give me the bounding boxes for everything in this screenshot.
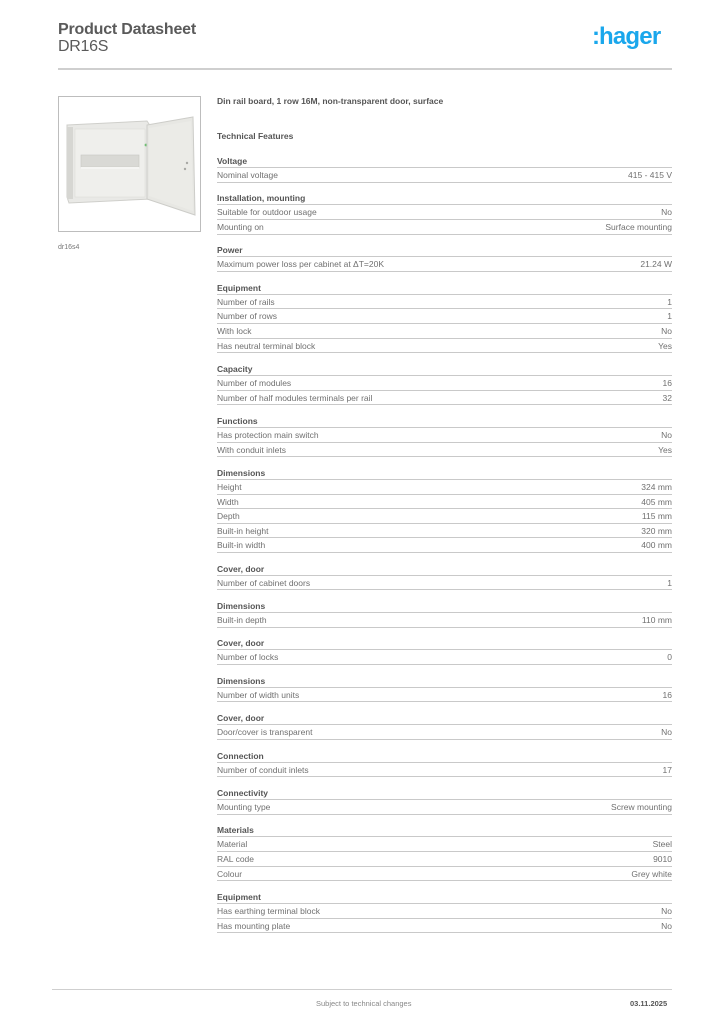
feature-row — [217, 852, 672, 867]
feature-row — [217, 800, 672, 815]
footer-divider — [52, 989, 672, 990]
feature-row — [217, 867, 672, 882]
group-title: Functions — [217, 415, 672, 428]
group-title: Power — [217, 244, 672, 257]
feature-label: Mounting type — [217, 802, 271, 813]
feature-row — [217, 376, 672, 391]
feature-row — [217, 919, 672, 934]
group-title: Dimensions — [217, 675, 672, 688]
product-code: DR16S — [58, 38, 109, 55]
feature-row — [217, 576, 672, 591]
feature-group — [217, 244, 672, 272]
feature-value: 1 — [667, 577, 672, 588]
feature-row — [217, 495, 672, 510]
feature-group — [217, 563, 672, 591]
feature-row — [217, 168, 672, 183]
group-title: Cover, door — [217, 563, 672, 576]
feature-group — [217, 363, 672, 405]
feature-label: Door/cover is transparent — [217, 727, 313, 738]
feature-value: 324 mm — [641, 481, 672, 492]
feature-label: Mounting on — [217, 221, 264, 232]
feature-group — [217, 192, 672, 234]
page-title: Product Datasheet — [58, 21, 196, 38]
distribution-board-image-icon — [59, 97, 200, 231]
group-title: Connectivity — [217, 787, 672, 800]
feature-group — [217, 282, 672, 353]
feature-value: 320 mm — [641, 525, 672, 536]
feature-row — [217, 339, 672, 354]
feature-label: Number of half modules terminals per rail — [217, 392, 373, 403]
feature-row — [217, 220, 672, 235]
feature-group — [217, 415, 672, 457]
feature-group — [217, 637, 672, 665]
image-caption: dr16s4 — [58, 244, 80, 251]
feature-label: Height — [217, 481, 242, 492]
feature-value: 16 — [662, 377, 672, 388]
feature-label: Material — [217, 839, 248, 850]
feature-group — [217, 675, 672, 703]
feature-label: Colour — [217, 868, 243, 879]
feature-value: 1 — [667, 311, 672, 322]
feature-group — [217, 712, 672, 740]
feature-value: Screw mounting — [611, 802, 672, 813]
group-title: Dimensions — [217, 600, 672, 613]
feature-value: 0 — [667, 652, 672, 663]
feature-row — [217, 295, 672, 310]
feature-value: 115 mm — [641, 511, 672, 522]
feature-row — [217, 524, 672, 539]
feature-label: Has protection main switch — [217, 429, 319, 440]
feature-value: Steel — [652, 839, 672, 850]
feature-value: 9010 — [653, 854, 672, 864]
group-title: Equipment — [217, 282, 672, 295]
feature-label: Number of rails — [217, 296, 275, 307]
feature-row — [217, 428, 672, 443]
feature-row — [217, 391, 672, 406]
main-content — [217, 95, 672, 943]
feature-label: Number of conduit inlets — [217, 764, 309, 775]
footer-note: Subject to technical changes — [316, 999, 412, 1008]
group-title: Materials — [217, 824, 672, 837]
feature-value: 17 — [662, 764, 672, 775]
feature-group — [217, 750, 672, 778]
feature-value: 405 mm — [641, 496, 672, 507]
group-title: Connection — [217, 750, 672, 763]
header-divider — [58, 68, 672, 70]
feature-group — [217, 600, 672, 628]
feature-row — [217, 763, 672, 778]
feature-label: Width — [217, 496, 239, 507]
product-description: Din rail board, 1 row 16M, non-transparent door, surface — [217, 96, 444, 106]
technical-features-heading: Technical Features — [217, 131, 294, 141]
feature-row — [217, 538, 672, 553]
feature-label: Number of modules — [217, 377, 292, 388]
group-title: Installation, mounting — [217, 192, 672, 205]
hager-logo — [592, 25, 660, 49]
feature-value: Yes — [658, 444, 672, 455]
product-image — [58, 96, 201, 232]
group-title: Dimensions — [217, 467, 672, 480]
feature-row — [217, 257, 672, 272]
feature-value: 32 — [662, 392, 672, 403]
feature-row — [217, 904, 672, 919]
feature-value: No — [661, 920, 672, 931]
feature-group — [217, 824, 672, 881]
group-title: Equipment — [217, 891, 672, 904]
feature-value: 400 mm — [641, 540, 672, 551]
feature-group — [217, 787, 672, 815]
feature-value: 21.24 W — [640, 259, 672, 270]
feature-label: Nominal voltage — [217, 170, 278, 180]
feature-row — [217, 688, 672, 703]
feature-value: Yes — [658, 340, 672, 351]
feature-label: Depth — [217, 511, 240, 522]
feature-row — [217, 837, 672, 852]
feature-label: Built-in depth — [217, 615, 267, 626]
feature-row — [217, 205, 672, 220]
feature-value: 16 — [662, 689, 672, 700]
group-title: Capacity — [217, 363, 672, 376]
feature-row — [217, 725, 672, 740]
feature-label: Has earthing terminal block — [217, 905, 320, 916]
feature-group — [217, 467, 672, 553]
feature-label: Suitable for outdoor usage — [217, 207, 317, 218]
feature-row — [217, 613, 672, 628]
feature-label: With conduit inlets — [217, 444, 286, 455]
feature-row — [217, 443, 672, 458]
feature-label: Number of locks — [217, 652, 279, 663]
feature-label: Built-in height — [217, 525, 269, 536]
feature-label: RAL code — [217, 854, 255, 864]
feature-groups — [217, 155, 672, 933]
group-title: Voltage — [217, 155, 672, 168]
feature-value: Surface mounting — [605, 221, 672, 232]
logo-colon-icon: : — [592, 23, 599, 50]
feature-value: Grey white — [631, 868, 672, 879]
feature-value: No — [661, 429, 672, 440]
feature-label: Number of width units — [217, 689, 300, 700]
feature-label: Maximum power loss per cabinet at ΔT=20K — [217, 259, 385, 270]
feature-value: No — [661, 905, 672, 916]
feature-group — [217, 155, 672, 183]
group-title: Cover, door — [217, 712, 672, 725]
feature-value: 415 - 415 V — [628, 170, 672, 180]
feature-label: Number of cabinet doors — [217, 577, 311, 588]
logo-text: hager — [599, 23, 661, 50]
group-title: Cover, door — [217, 637, 672, 650]
feature-value: No — [661, 727, 672, 738]
feature-value: 1 — [667, 296, 672, 307]
feature-label: Number of rows — [217, 311, 277, 322]
feature-label: Has neutral terminal block — [217, 340, 316, 351]
feature-row — [217, 309, 672, 324]
feature-label: Has mounting plate — [217, 920, 291, 931]
feature-row — [217, 324, 672, 339]
feature-row — [217, 509, 672, 524]
feature-value: 110 mm — [641, 615, 672, 626]
feature-label: Built-in width — [217, 540, 266, 551]
footer-date: 03.11.2025 — [630, 999, 668, 1008]
feature-group — [217, 891, 672, 933]
feature-row — [217, 650, 672, 665]
feature-label: With lock — [217, 325, 252, 336]
feature-row — [217, 480, 672, 495]
feature-value: No — [661, 207, 672, 218]
feature-value: No — [661, 325, 672, 336]
